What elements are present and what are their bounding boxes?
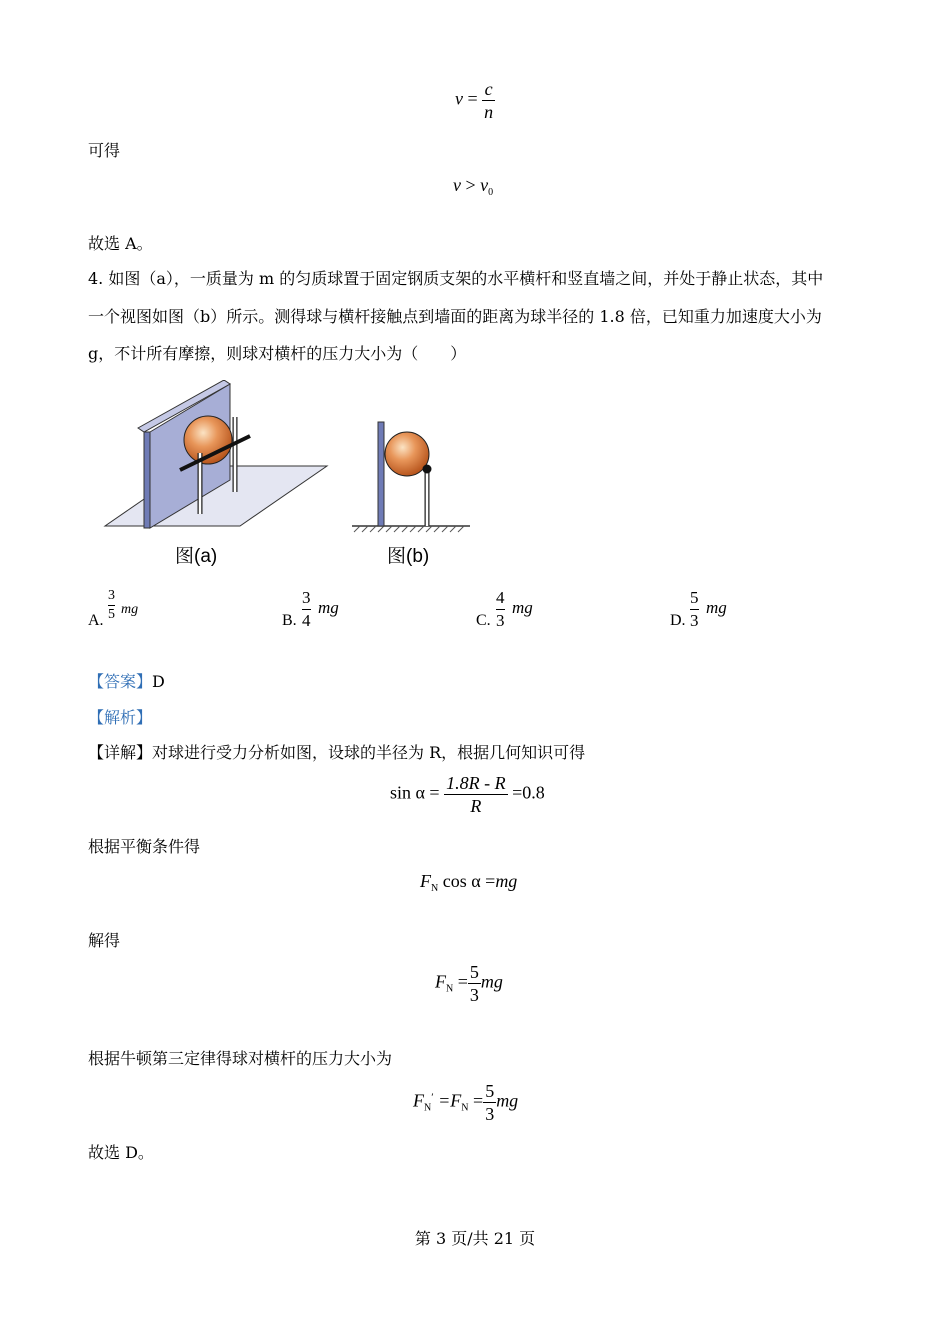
option-a-label: A. bbox=[88, 612, 104, 629]
question-line-3: g，不计所有摩擦，则球对横杆的压力大小为（ ） bbox=[88, 344, 467, 363]
text-choose-d: 故选 D。 bbox=[88, 1143, 154, 1162]
option-b-mg: mg bbox=[318, 598, 339, 617]
eq-fn-rhs: mg bbox=[480, 971, 503, 992]
figure-a bbox=[100, 380, 330, 532]
eq-fn2-den: 3 bbox=[485, 1104, 495, 1124]
option-b-num: 3 bbox=[302, 588, 311, 607]
figure-b-caption: 图(b) bbox=[387, 546, 430, 567]
option-c-num: 4 bbox=[496, 588, 505, 607]
eq-fn-num: 5 bbox=[469, 962, 479, 982]
option-d-num: 5 bbox=[690, 588, 699, 607]
equation-v-greater bbox=[453, 174, 493, 204]
option-d-mg: mg bbox=[706, 598, 727, 617]
eq-num: c bbox=[482, 80, 495, 101]
eq-sin-num: 1.8R - R bbox=[446, 773, 506, 793]
text-newton: 根据牛顿第三定律得球对横杆的压力大小为 bbox=[88, 1049, 393, 1068]
option-c-label: C. bbox=[476, 612, 491, 629]
equation-balance bbox=[420, 870, 517, 900]
text-jiede: 解得 bbox=[88, 931, 121, 950]
eq-fn-f: F bbox=[435, 971, 446, 992]
eq-fn-eq: = bbox=[457, 971, 468, 992]
equation-fn bbox=[435, 963, 503, 1004]
eq-fn-sub: N bbox=[446, 983, 454, 995]
eq-v0: v bbox=[480, 175, 489, 195]
text-choose-a: 故选 A。 bbox=[88, 234, 153, 253]
eq-op: > bbox=[465, 175, 476, 195]
option-b-label: B. bbox=[282, 612, 297, 629]
eq-sub: 0 bbox=[488, 187, 494, 198]
eq-balance-rhs: mg bbox=[495, 871, 518, 891]
option-a-mg: mg bbox=[121, 602, 139, 617]
option-c-fraction bbox=[496, 588, 505, 631]
page-footer: 第 3 页/共 21 页 bbox=[414, 1229, 536, 1248]
eq-fraction bbox=[482, 80, 495, 121]
analysis-tag: 【解析】 bbox=[88, 708, 153, 727]
option-d-label: D. bbox=[670, 612, 686, 629]
eq-sin-den: R bbox=[470, 796, 482, 816]
eq-lhs: v bbox=[455, 88, 463, 109]
eq-fn2-sub2: N bbox=[461, 1102, 469, 1114]
option-c-den: 3 bbox=[496, 611, 505, 630]
eq-fn2-eq: =F bbox=[438, 1090, 462, 1111]
eq-sin-lhs: sin α = bbox=[390, 782, 440, 803]
eq-balance-f: F bbox=[420, 871, 431, 891]
answer-value: D bbox=[152, 672, 165, 691]
equation-sin-alpha bbox=[390, 774, 545, 815]
option-a-fraction bbox=[108, 588, 115, 623]
wall-front bbox=[144, 432, 150, 528]
eq-fn2-fraction bbox=[483, 1082, 496, 1123]
eq-sin-rhs: =0.8 bbox=[512, 782, 545, 803]
eq-fn2-num: 5 bbox=[485, 1081, 495, 1101]
question-line-1: 4. 如图（a），一质量为 m 的匀质球置于固定钢质支架的水平横杆和竖直墙之间，并处于静止状态，其中 bbox=[88, 269, 824, 288]
eq-den: n bbox=[484, 102, 494, 122]
eq-fn2-sub: N bbox=[424, 1102, 432, 1114]
text-kede: 可得 bbox=[88, 141, 121, 160]
figure-b bbox=[350, 420, 472, 536]
eq-fn2-prime: ′ bbox=[431, 1091, 434, 1104]
eq-fn2-f: F bbox=[413, 1090, 424, 1111]
eq-fn-fraction bbox=[468, 963, 481, 1004]
eq-sin-fraction bbox=[444, 774, 507, 815]
eq-fn-den: 3 bbox=[469, 985, 479, 1005]
equation-speed: v = $\frac{c}{n}$ bbox=[455, 79, 494, 122]
option-d-den: 3 bbox=[690, 611, 699, 630]
eq-v: v bbox=[453, 175, 461, 195]
ground-hatching bbox=[354, 526, 464, 532]
answer-line bbox=[88, 672, 165, 692]
wall-side bbox=[378, 422, 384, 526]
option-b-fraction bbox=[302, 588, 311, 631]
option-a-den: 5 bbox=[108, 607, 115, 622]
bar-cross-section bbox=[423, 465, 432, 474]
eq-balance-mid: cos α = bbox=[442, 871, 496, 891]
option-d-fraction bbox=[690, 588, 699, 631]
eq-balance-sub: N bbox=[431, 883, 439, 894]
option-b-den: 4 bbox=[302, 611, 311, 630]
eq-fn2-eq2: = bbox=[473, 1090, 484, 1111]
eq-fn2-rhs: mg bbox=[496, 1090, 519, 1111]
equation-fn-prime bbox=[413, 1082, 518, 1123]
answer-tag: 【答案】 bbox=[88, 672, 153, 691]
figure-a-caption: 图(a) bbox=[175, 546, 218, 567]
option-c-mg: mg bbox=[512, 598, 533, 617]
option-a-num: 3 bbox=[108, 588, 115, 603]
text-balance: 根据平衡条件得 bbox=[88, 837, 201, 856]
detail-line: 【详解】对球进行受力分析如图，设球的半径为 R，根据几何知识可得 bbox=[88, 743, 586, 762]
question-line-2: 一个视图如图（b）所示。测得球与横杆接触点到墙面的距离为球半径的 1.8 倍，已知重力加速度大小为 bbox=[88, 307, 822, 326]
ball-side bbox=[385, 432, 429, 476]
